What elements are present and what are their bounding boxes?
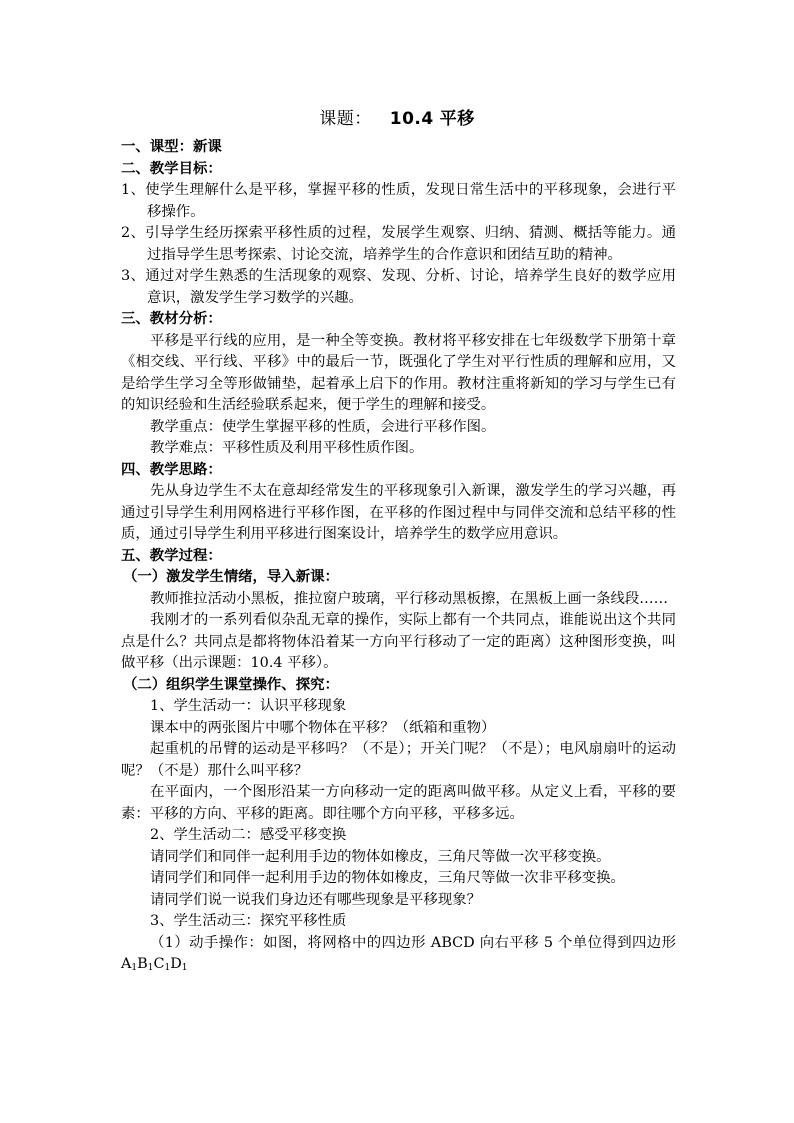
operation-text: （1）动手操作：如图，将网格中的四边形 ABCD 向右平移 5 个单位得到四边形 bbox=[150, 934, 676, 951]
activity-paragraph: 课本中的两张图片中哪个物体在平移？（纸箱和重物） bbox=[150, 719, 496, 736]
part1-heading: （一）激发学生情绪，导入新课： bbox=[123, 569, 339, 585]
title-code: 10.4 bbox=[389, 109, 434, 129]
section-goals-heading: 二、教学目标： bbox=[121, 160, 222, 177]
goal-item: 1、使学生理解什么是平移，掌握平移的性质，发现日常生活中的平移现象，会进行平移操作。 bbox=[121, 182, 676, 220]
lesson-title bbox=[0, 104, 794, 129]
goal-item: 3、通过对学生熟悉的生活现象的观察、发现、分析、讨论，培养学生良好的数学应用意识，激发学生学习数学的兴趣。 bbox=[121, 268, 676, 306]
approach-paragraph: 先从身边学生不太在意却经常发生的平移现象引入新课，激发学生的学习兴趣，再通过引导学生利用网格进行平移作图，在平移的作图过程中与同伴交流和总结平移的性质，通过引导学生利用平移进行图案设计，培养学生的数学应用意识。 bbox=[121, 483, 676, 542]
section-approach-heading: 四、教学思路： bbox=[121, 461, 222, 478]
section-lesson-type: 一、课型：新课 bbox=[121, 139, 222, 155]
title-name: 平移 bbox=[439, 109, 475, 129]
key-point: 教学重点：使学生掌握平移的性质，会进行平移作图。 bbox=[150, 418, 496, 435]
analysis-paragraph: 平移是平行线的应用，是一种全等变换。教材将平移安排在七年级数学下册第十章《相交线、平行线、平移》中的最后一节，既强化了学生对平行性质的理解和应用，又是给学生学习全等形做铺垫，起着承上启下的作用。教材注重将新知的学习与学生已有的知识经验和生活经验联系起来，便于学生的理解和接受。 bbox=[121, 332, 676, 413]
title-prefix: 课题： bbox=[319, 109, 372, 129]
activity-paragraph: 请同学们和同伴一起利用手边的物体如橡皮，三角尺等做一次平移变换。 bbox=[150, 848, 611, 865]
activity-paragraph: 在平面内，一个图形沿某一方向移动一定的距离叫做平移。从定义上看，平移的要素：平移的方向、平移的距离。即往哪个方向平移，平移多远。 bbox=[121, 784, 676, 822]
document-body bbox=[121, 137, 676, 976]
section-analysis-heading: 三、教材分析： bbox=[121, 311, 222, 327]
activity-paragraph: 请同学们说一说我们身边还有哪些现象是平移现象？ bbox=[150, 891, 481, 908]
goal-item: 2、引导学生经历探索平移性质的过程，发展学生观察、归纳、猜测、概括等能力。通过指导学生思考探索、讨论交流，培养学生的合作意识和团结互助的精神。 bbox=[121, 225, 676, 263]
part2-heading: （二）组织学生课堂操作、探究： bbox=[123, 676, 339, 693]
part1-paragraph: 教师推拉活动小黑板，推拉窗户玻璃，平行移动黑板擦，在黑板上画一条线段…… bbox=[150, 590, 669, 607]
activity-heading: 2、学生活动二：感受平移变换 bbox=[150, 827, 347, 843]
activity-paragraph: 请同学们和同伴一起利用手边的物体如橡皮，三角尺等做一次非平移变换。 bbox=[150, 870, 625, 886]
quad-label: $A_1B_1C_1D_1$ bbox=[121, 956, 188, 973]
activity-heading: 3、学生活动三：探究平移性质 bbox=[150, 913, 347, 929]
activity-paragraph bbox=[121, 933, 676, 976]
part1-paragraph: 我刚才的一系列看似杂乱无章的操作，实际上都有一个共同点，谁能说出这个共同点是什么？共同点是都将物体沿着某一方向平行移动了一定的距离）这种图形变换，叫做平移（出示课题：10.4 平移）。 bbox=[121, 612, 676, 671]
activity-paragraph: 起重机的吊臂的运动是平移吗？（不是）；开关门呢？（不是）；电风扇扇叶的运动呢？（不是）那什么叫平移？ bbox=[121, 741, 676, 779]
activity-heading: 1、学生活动一：认识平移现象 bbox=[150, 698, 347, 714]
section-process-heading: 五、教学过程： bbox=[121, 547, 222, 564]
difficulty: 教学难点：平移性质及利用平移性质作图。 bbox=[150, 440, 424, 456]
